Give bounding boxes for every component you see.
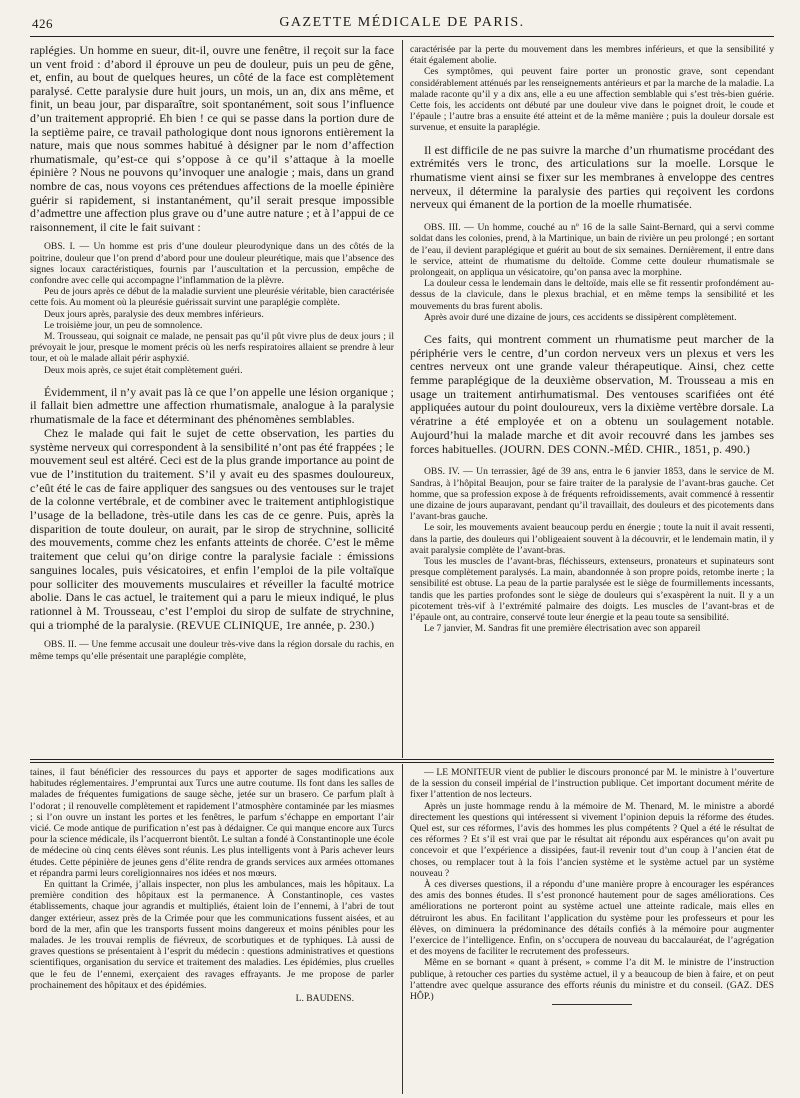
observation-paragraph: Ces symptômes, qui peuvent faire porter un pronostic grave, sont cependant considérablement atténués par les renseignements antérieurs et par la marche de la maladie. La malade raconte qu’il y a dix ans, elle a eu une affection semblable qui s’est très-bien guérie. Cette fois, les accidents ont débuté par une douleur vive dans le poignet droit, le coude et l’épaule ; l’autre bras a ensuite été atteint et de la même manière ; puis la douleur dorsale est survenue, et ensuite la paraplégie. bbox=[410, 66, 774, 134]
column-lower-left bbox=[30, 767, 394, 1094]
observation-paragraph: Deux jours après, paralysie des deux membres inférieurs. bbox=[44, 308, 264, 320]
observation-paragraph: OBS. III. — Un homme, couché au nº 16 de la salle Saint-Bernard, qui a servi comme soldat dans les colonies, prend, à la Martinique, un bain de rivière un peu prolongé ; en sortant de l’eau, il devient paraplégique et guérit au bout de six semaines. Dernièrement, il entre dans le service, atteint de rhumatisme du deltoïde. Comme cette douleur rhumatismale se prolongeait, on appliqua un vésicatoire, qu’on pansa avec la morphine. bbox=[410, 222, 774, 278]
observation-paragraph: OBS. IV. — Un terrassier, âgé de 39 ans, entra le 6 janvier 1853, dans le service de M. Sandras, à l’hôpital Beaujon, pour se faire traiter de la paralysie de l’avant-bras gauche. Cet homme, que sa profession expose à de fréquents refroidissements, avait commencé à ressentir une dizaine de jours auparavant, pendant qu’il travaillait, des douleurs et des picotements dans l’avant-bras gauche. bbox=[410, 466, 774, 523]
observation-paragraph: M. Trousseau, qui soignait ce malade, ne pensait pas qu’il pût vivre plus de deux jours ; il prévoyait le jour, presque le moment précis où les nerfs respiratoires allaient se prendre à leur tour, et où le malade allait périr asphyxié. bbox=[30, 330, 394, 365]
news-paragraph: À ces diverses questions, il a répondu d’une manière propre à encourager les espérances des amis des bonnes études. Il s’est prononcé hautement pour de sages améliorations. Ces améliorations ne porteront point au système actuel une atteinte radicale, mais elles en détruiront les abus. En facilitant l’application du système pour les professeurs et pour les élèves, on diminuera la prédominance des détails confiés à la mémoire pour augmenter l’exercice de l’intelligence. Enfin, on s’occupera de nouveau du baccalauréat, de l’agrégation et des moyens de faciliter le recrutement des professeurs. bbox=[410, 879, 774, 958]
column-divider-lower bbox=[402, 764, 403, 1094]
journal-title: GAZETTE MÉDICALE DE PARIS. bbox=[279, 15, 525, 30]
author-signature: L. BAUDENS. bbox=[295, 993, 354, 1005]
observation-paragraph: Le 7 janvier, M. Sandras fit une première électrisation avec son appareil bbox=[424, 623, 701, 635]
body-paragraph: Ces faits, qui montrent comment un rhumatisme peut marcher de la périphérie vers le centre, d’un cordon nerveux vers un plexus et vers les centres nerveux ont une grande valeur thérapeutique. Ainsi, chez cette femme paraplégique de la deuxième observation, M. Trousseau a mis en usage un traitement antirhumatismal. Des ventouses scarifiées ont été appliquées autour du point douloureux, vers la dixième vertèbre dorsale. La vératrine a été employée et on a obtenu un soulagement notable. Aujourd’hui la malade marche et dit avoir recouvré dans les jambes ses forces habituelles. (JOURN. DES CONN.-MÉD. CHIR., 1851, p. 490.) bbox=[410, 331, 774, 456]
body-paragraph: Chez le malade qui fait le sujet de cette observation, les parties du système nerveux qui correspondent à la sensibilité n’ont pas été frappées ; le mouvement seul est altéré. Ceci est de la plus grande importance au point de vue de l’institution du traitement. S’il y avait eu des spasmes douloureux, c’eût été le cas de faire appliquer des sangsues ou des ventouses sur le trajet de la colonne vertébrale, et de combiner avec le traitement antiphlogistique l’usage de la belladone, très-utile dans les cas de ce genre. Puis, après la disparition de toute douleur, on aurait, par le sirop de strychnine, sollicité des mouvements, comme chez les enfants atteints de chorée. C’est le même traitement que celui qu’on dirige contre la paralysie faciale : émissions sanguines locales, puis vésicatoires, et enfin l’emploi de la pile voltaïque pour solliciter des mouvements musculaires et réveiller la faculté motrice abolie. Dans le cas actuel, le traitement qui a paru le mieux indiqué, le plus rationnel à M. Trousseau, c’est l’emploi du sirop de sulfate de strychnine, qui a triomphé de la paralysie. (REVUE CLINIQUE, 1re année, p. 230.) bbox=[30, 425, 394, 632]
body-paragraph: Évidemment, il n’y avait pas là ce que l’on appelle une lésion organique ; il fallait bien admettre une affection rhumatismale, analogue à la paralysie rhumatismale de la face et déterminant des phénomènes semblables. bbox=[30, 384, 394, 427]
news-paragraph: Après un juste hommage rendu à la mémoire de M. Thenard, M. le ministre a abordé directement les questions qui intéressent si vivement l’opinion depuis la réforme des études. Quel est, sur ces réformes, l’avis des hommes les plus compétents ? Quel a été le résultat de ces réformes ? Et s’il est vrai que par le résultat ait répondu aux espérances qu’on avait pu concevoir et que l’expérience a dissipées, faut-il revenir tout d’un coup à l’ancien état de choses, ou remplacer tout à la fois l’ancien système et le système actuel par un système nouveau ? bbox=[410, 800, 774, 879]
observation-paragraph: Tous les muscles de l’avant-bras, fléchisseurs, extenseurs, pronateurs et supinateurs sont presque complètement paralysés. La main, abandonnée à son propre poids, retombe inerte ; la sensibilité est obtuse. La peau de la partie paralysée est le siège de fourmillements incessants, tandis que les parties profondes sont le siège de douleurs qui s’exaspèrent la nuit. Il y a un picotement très-vif à l’extrémité palmaire des doigts. Les muscles de l’avant-bras et de l’épaule ont, au contraire, conservé toute leur énergie et la peau toute sa sensibilité. bbox=[410, 555, 774, 623]
running-header bbox=[30, 14, 774, 37]
observation-paragraph: La douleur cessa le lendemain dans le deltoïde, mais elle se fit ressentir profondément au-dessus de la clavicule, dans le plexus brachial, et en même temps la sensibilité et les mouvements du bras furent abolis. bbox=[410, 278, 774, 312]
news-paragraph: Même en se bornant « quant à présent, » comme l’a dit M. le ministre de l’instruction publique, à retoucher ces parties du système actuel, il y a beaucoup de bien à faire, et on peut l’attendre avec quelque assurance des efforts réunis du ministre et du conseil. (GAZ. DES HÔP.) bbox=[410, 957, 774, 1003]
observation-paragraph: OBS. II. — Une femme accusait une douleur très-vive dans la région dorsale du rachis, en même temps qu’elle présentait une paraplégie complète, bbox=[30, 639, 394, 662]
feuilleton-separator bbox=[30, 759, 774, 760]
news-paragraph: — LE MONITEUR vient de publier le discours prononcé par M. le ministre à l’ouverture de la session du conseil impérial de l’instruction publique. Cet important document mérite de fixer l’attention de nos lecteurs. bbox=[410, 767, 774, 801]
page-number: 426 bbox=[32, 16, 53, 31]
feuilleton-paragraph: taines, il faut bénéficier des ressources du pays et apporter de sages modifications aux habitudes réglementaires. J’empruntai aux Turcs une autre coutume. Ils font dans les salles de malades de fréquentes fumigations de sauge sèche, jetée sur un brasero. Ce parfum plaît à l’odorat ; il renouvelle complètement et rapidement l’atmosphère contaminée par les miasmes ; si l’on ouvre un instant les portes et les fenêtres, le parfum s’échappe en emportant l’air vicié. Ce mode antique de purification n’est pas à dédaigner. Ce qui manque encore aux Turcs pour la science médicale, ils l’acquerront bientôt. Le sultan a fondé à Constantinople une école de médecine où cinq cents élèves sont réunis. Les plus intelligents vont à Paris achever leurs études. Cette pépinière de jeunes gens d’élite rendra de grands services aux armées ottomanes et répandra parmi leurs coreligionnaires nos idées et nos mœurs. bbox=[30, 767, 394, 879]
column-upper-right bbox=[410, 44, 774, 758]
column-lower-right bbox=[410, 767, 774, 1094]
body-paragraph: Il est difficile de ne pas suivre la marche d’un rhumatisme procédant des extrémités vers le tronc, des articulations sur la moelle. Lorsque le rhumatisme vient ainsi se fixer sur les membranes à enveloppe des centres nerveux, il détermine la paralysie des parties qui reçoivent les cordons nerveux qui émanent de la portion de la moelle rhumatisée. bbox=[410, 142, 774, 212]
observation-paragraph: Deux mois après, ce sujet était complètement guéri. bbox=[44, 364, 243, 376]
column-divider bbox=[402, 40, 403, 758]
column-upper-left bbox=[30, 44, 394, 758]
observation-paragraph: Peu de jours après ce début de la maladie survient une pleurésie véritable, bien caractérisée cette fois. Au moment où la pleurésie guérissait survint une paraplégie complète. bbox=[30, 286, 394, 309]
observation-paragraph: Le troisième jour, un peu de somnolence. bbox=[44, 319, 203, 331]
observation-paragraph: OBS. I. — Un homme est pris d’une douleur pleurodynique dans un des côtés de la poitrine, douleur que l’on prend d’abord pour une douleur pleurétique, mais que l’absence des signes locaux caractéristiques, fournis par l’auscultation et la percussion, empêche de confondre avec celle qui accompagne l’inflammation de la plèvre. bbox=[30, 241, 394, 286]
observation-paragraph: Après avoir duré une dizaine de jours, ces accidents se dissipèrent complètement. bbox=[424, 311, 737, 323]
end-rule bbox=[552, 1004, 632, 1005]
observation-paragraph: caractérisée par la perte du mouvement dans les membres inférieurs, et que la sensibilité y était également abolie. bbox=[410, 44, 774, 67]
observation-paragraph: Le soir, les mouvements avaient beaucoup perdu en énergie ; toute la nuit il avait ressenti, dans la partie, des douleurs qui l’obligeaient souvent à la découvrir, et le lendemain matin, il y avait paralysie complète de l’avant-bras. bbox=[410, 522, 774, 556]
feuilleton-paragraph: En quittant la Crimée, j’allais inspecter, non plus les ambulances, mais les hôpitaux. La première condition des hôpitaux est la permanence. À Constantinople, ces vastes établissements, chaque jour agrandis et multipliés, étaient loin de l’ennemi, à l’abri de tout danger extérieur, assez près de la Crimée pour que les communications fussent aisées, et au bord de la mer, afin que les transports fussent moins dangereux et moins pénibles pour les malades. Je les trouvai remplis de fiévreux, de scorbutiques et de typhiques. Là aussi de graves questions se présentaient à l’esprit du médecin : questions administratives et questions scientifiques, organisation du service et traitement des maladies. Les épidémies, plus cruelles que le feu de l’ennemi, exerçaient des ravages effrayants. Je me propose de parler prochainement des hôpitaux et des épidémies. bbox=[30, 879, 394, 991]
feuilleton-separator-thin bbox=[30, 762, 774, 763]
paragraph-continuation: raplégies. Un homme en sueur, dit-il, ouvre une fenêtre, il reçoit sur la face un vent froid : d’abord il éprouve un peu de douleur, puis un peu de gêne, et, enfin, au bout de quelques heures, un côté de la face est complètement paralysé. Cette paralysie dure huit jours, un mois, un an, dix ans même, et finit, un beau jour, par disparaître, soit spontanément, soit sous l’influence d’un traitement approprié. Eh bien ! ce qui se passe dans la portion dure de la septième paire, ce travail pathologique dont nous ignorons entièrement la nature, mais que nous sommes habitué à désigner par le nom d’affection rhumatismale, qu’est-ce qui s’oppose à ce qu’il s’attaque à la moelle épinière ? Nous ne pouvons qu’invoquer une analogie ; mais, dans un grand nombre de cas, nous voyons ces prétendues affections de la moelle épinière guérir si rapidement, si instantanément, qu’il serait presque impossible d’admettre une affection plus grave ou d’une autre nature ; et à l’appui de ce raisonnement, il cite le fait suivant : bbox=[30, 44, 394, 234]
